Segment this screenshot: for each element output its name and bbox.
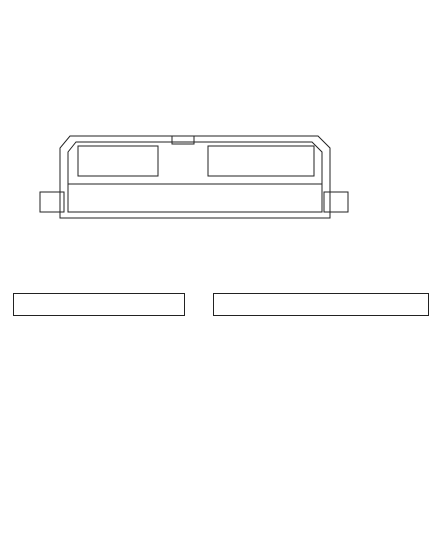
connector-latch: [172, 136, 194, 144]
pin-table-right-header: [214, 294, 429, 316]
top-left-cavity-group: [78, 146, 158, 176]
pin-table-left: [13, 293, 185, 316]
connector-housing-outer: [60, 136, 330, 218]
top-right-cavity-group: [208, 146, 314, 176]
pin-table-left-header: [14, 294, 185, 316]
connector-diagram: [0, 128, 434, 248]
connector-housing-inner: [68, 142, 322, 212]
right-mounting-ear: [324, 192, 348, 212]
pin-table-right: [213, 293, 429, 316]
